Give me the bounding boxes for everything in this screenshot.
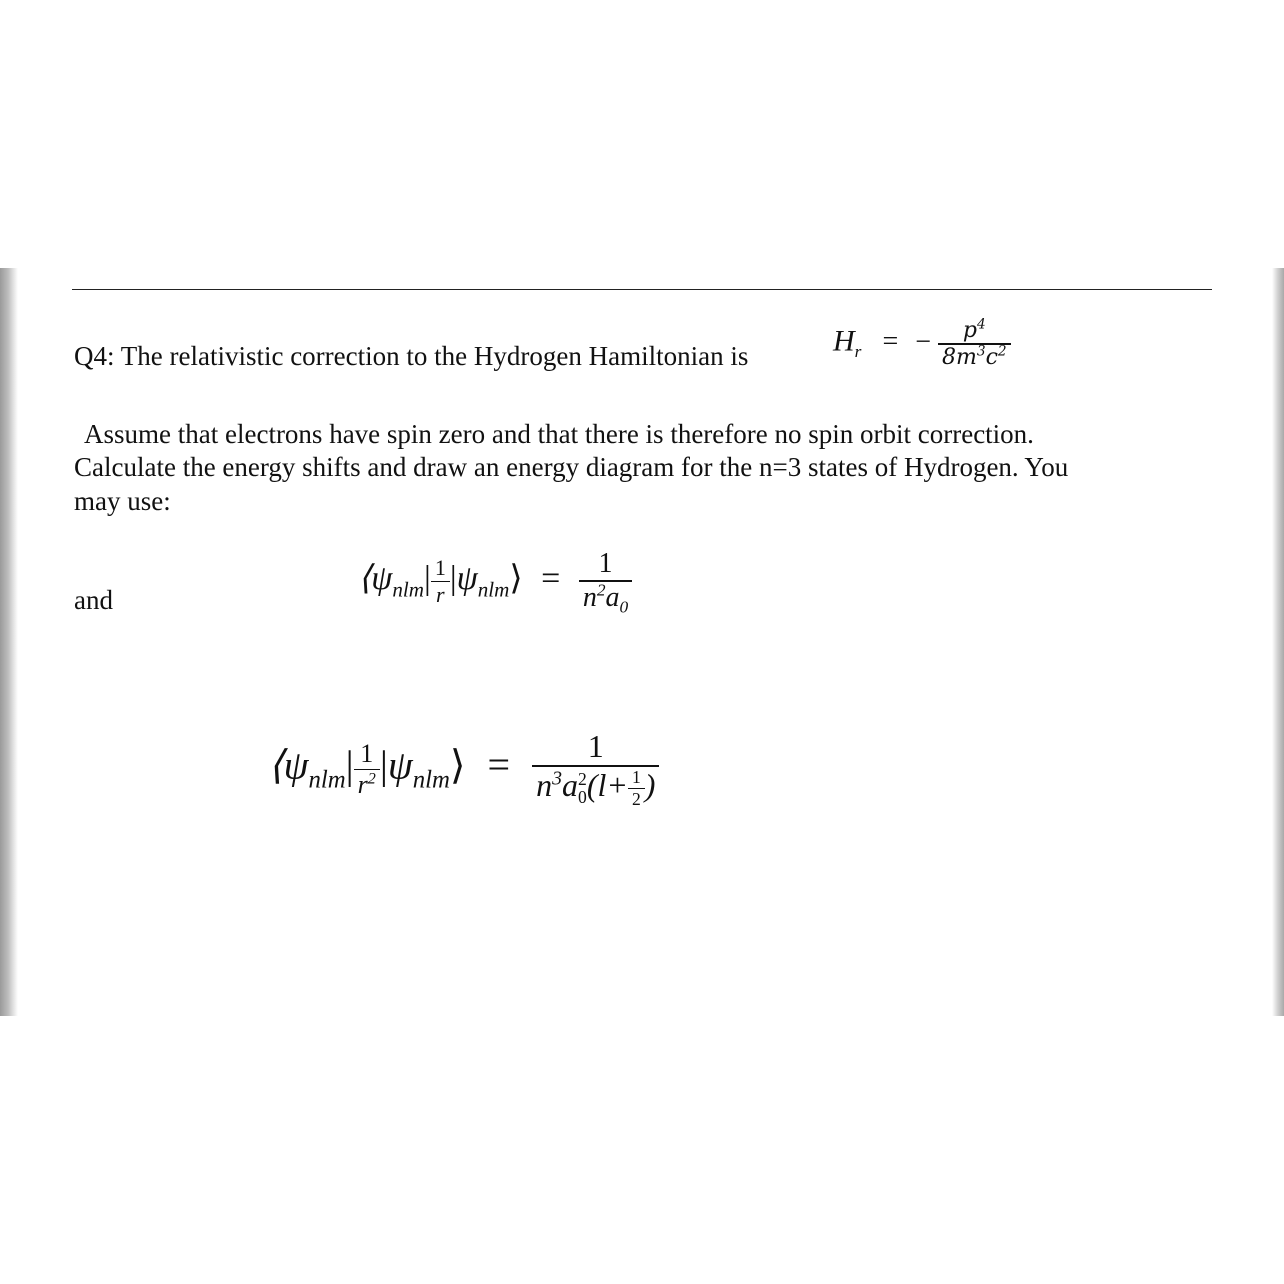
equals-sign: =: [541, 559, 561, 597]
bra-psi: ⟨ψ: [358, 559, 393, 597]
half-numerator: 1: [631, 767, 641, 788]
denominator-exp-2: 2: [997, 343, 1007, 360]
hamiltonian-formula: [833, 318, 1011, 370]
bra-psi: ⟨ψ: [268, 742, 309, 788]
bra-subscript: nlm: [308, 766, 346, 794]
document-page: [0, 268, 1284, 1016]
result-a-sub: 0: [578, 786, 587, 807]
numerator-exponent: 4: [977, 316, 986, 333]
ket-psi: ψ: [387, 742, 413, 788]
result-fraction: [532, 728, 659, 810]
operator-denominator: r: [436, 581, 445, 607]
hamiltonian-symbol: H: [833, 324, 855, 358]
operator-fraction: [354, 739, 380, 800]
ket-close: ⟩: [449, 742, 466, 788]
result-numerator: 1: [587, 728, 604, 764]
question-intro: Q4: The relativistic correction to the Hydrogen Hamiltonian is: [74, 341, 749, 371]
body-line-2: Calculate the energy shifts and draw an energy diagram for the n=3 states of Hydrogen. You: [74, 452, 1069, 482]
operator-numerator: 1: [360, 738, 374, 768]
result-a-sub: 0: [619, 597, 629, 617]
result-paren-close: ): [644, 767, 656, 803]
denominator-exp-3: 3: [976, 343, 986, 360]
result-fraction: [579, 548, 632, 617]
result-numerator: 1: [598, 548, 613, 579]
result-n-exp: 2: [596, 580, 606, 600]
result-a-exp: 2: [578, 769, 587, 790]
result-a: a: [605, 582, 620, 613]
result-paren-open: (l+: [586, 767, 628, 803]
page-left-edge: [0, 268, 18, 1016]
and-label: and: [74, 585, 113, 615]
half-fraction: [628, 767, 645, 810]
numerator-p: p: [962, 318, 977, 343]
equals-sign: =: [487, 742, 511, 788]
denominator-8m: 8m: [942, 345, 977, 370]
ket-close: ⟩: [509, 559, 523, 597]
formula-expectation-1-over-r: $⟨\psi_{nlm}|$ $\frac{1}{r}$ $|\psi_{nlm}⟩$ = $\frac{1}{n^2a_0}$: [358, 548, 632, 614]
ket-subscript: nlm: [412, 766, 450, 794]
ket-psi: ψ: [456, 559, 478, 597]
operator-fraction: [431, 555, 450, 608]
result-n: n: [536, 767, 553, 803]
body-line-3: may use:: [74, 486, 171, 516]
horizontal-rule: [72, 289, 1212, 290]
hamiltonian-subscript: r: [854, 342, 862, 362]
operator-r-exp: 2: [367, 769, 376, 787]
ket-subscript: nlm: [477, 577, 510, 602]
formula-expectation-1-over-r2: $⟨\psi_{nlm}|$ $\frac{1}{r^2}$ $|\psi_{nlm}⟩$ = 1 $n^3a$ 2 0 (l+ $\frac{1}{2}$ ): [268, 728, 659, 810]
hamiltonian-fraction: [938, 318, 1011, 370]
operator-r: r: [357, 769, 368, 799]
minus-sign: −: [915, 326, 932, 358]
result-n-exp: 3: [552, 767, 563, 790]
denominator-c: c: [985, 345, 998, 370]
operator-numerator: 1: [434, 554, 446, 580]
half-denominator: 2: [631, 789, 641, 810]
equals-sign: =: [882, 326, 899, 358]
result-a: a: [562, 767, 579, 803]
result-n: n: [582, 582, 597, 613]
bra-subscript: nlm: [392, 577, 425, 602]
page-right-edge: [1272, 268, 1284, 1016]
body-line-1: Assume that electrons have spin zero and that there is therefore no spin orbit correction.: [84, 419, 1034, 449]
